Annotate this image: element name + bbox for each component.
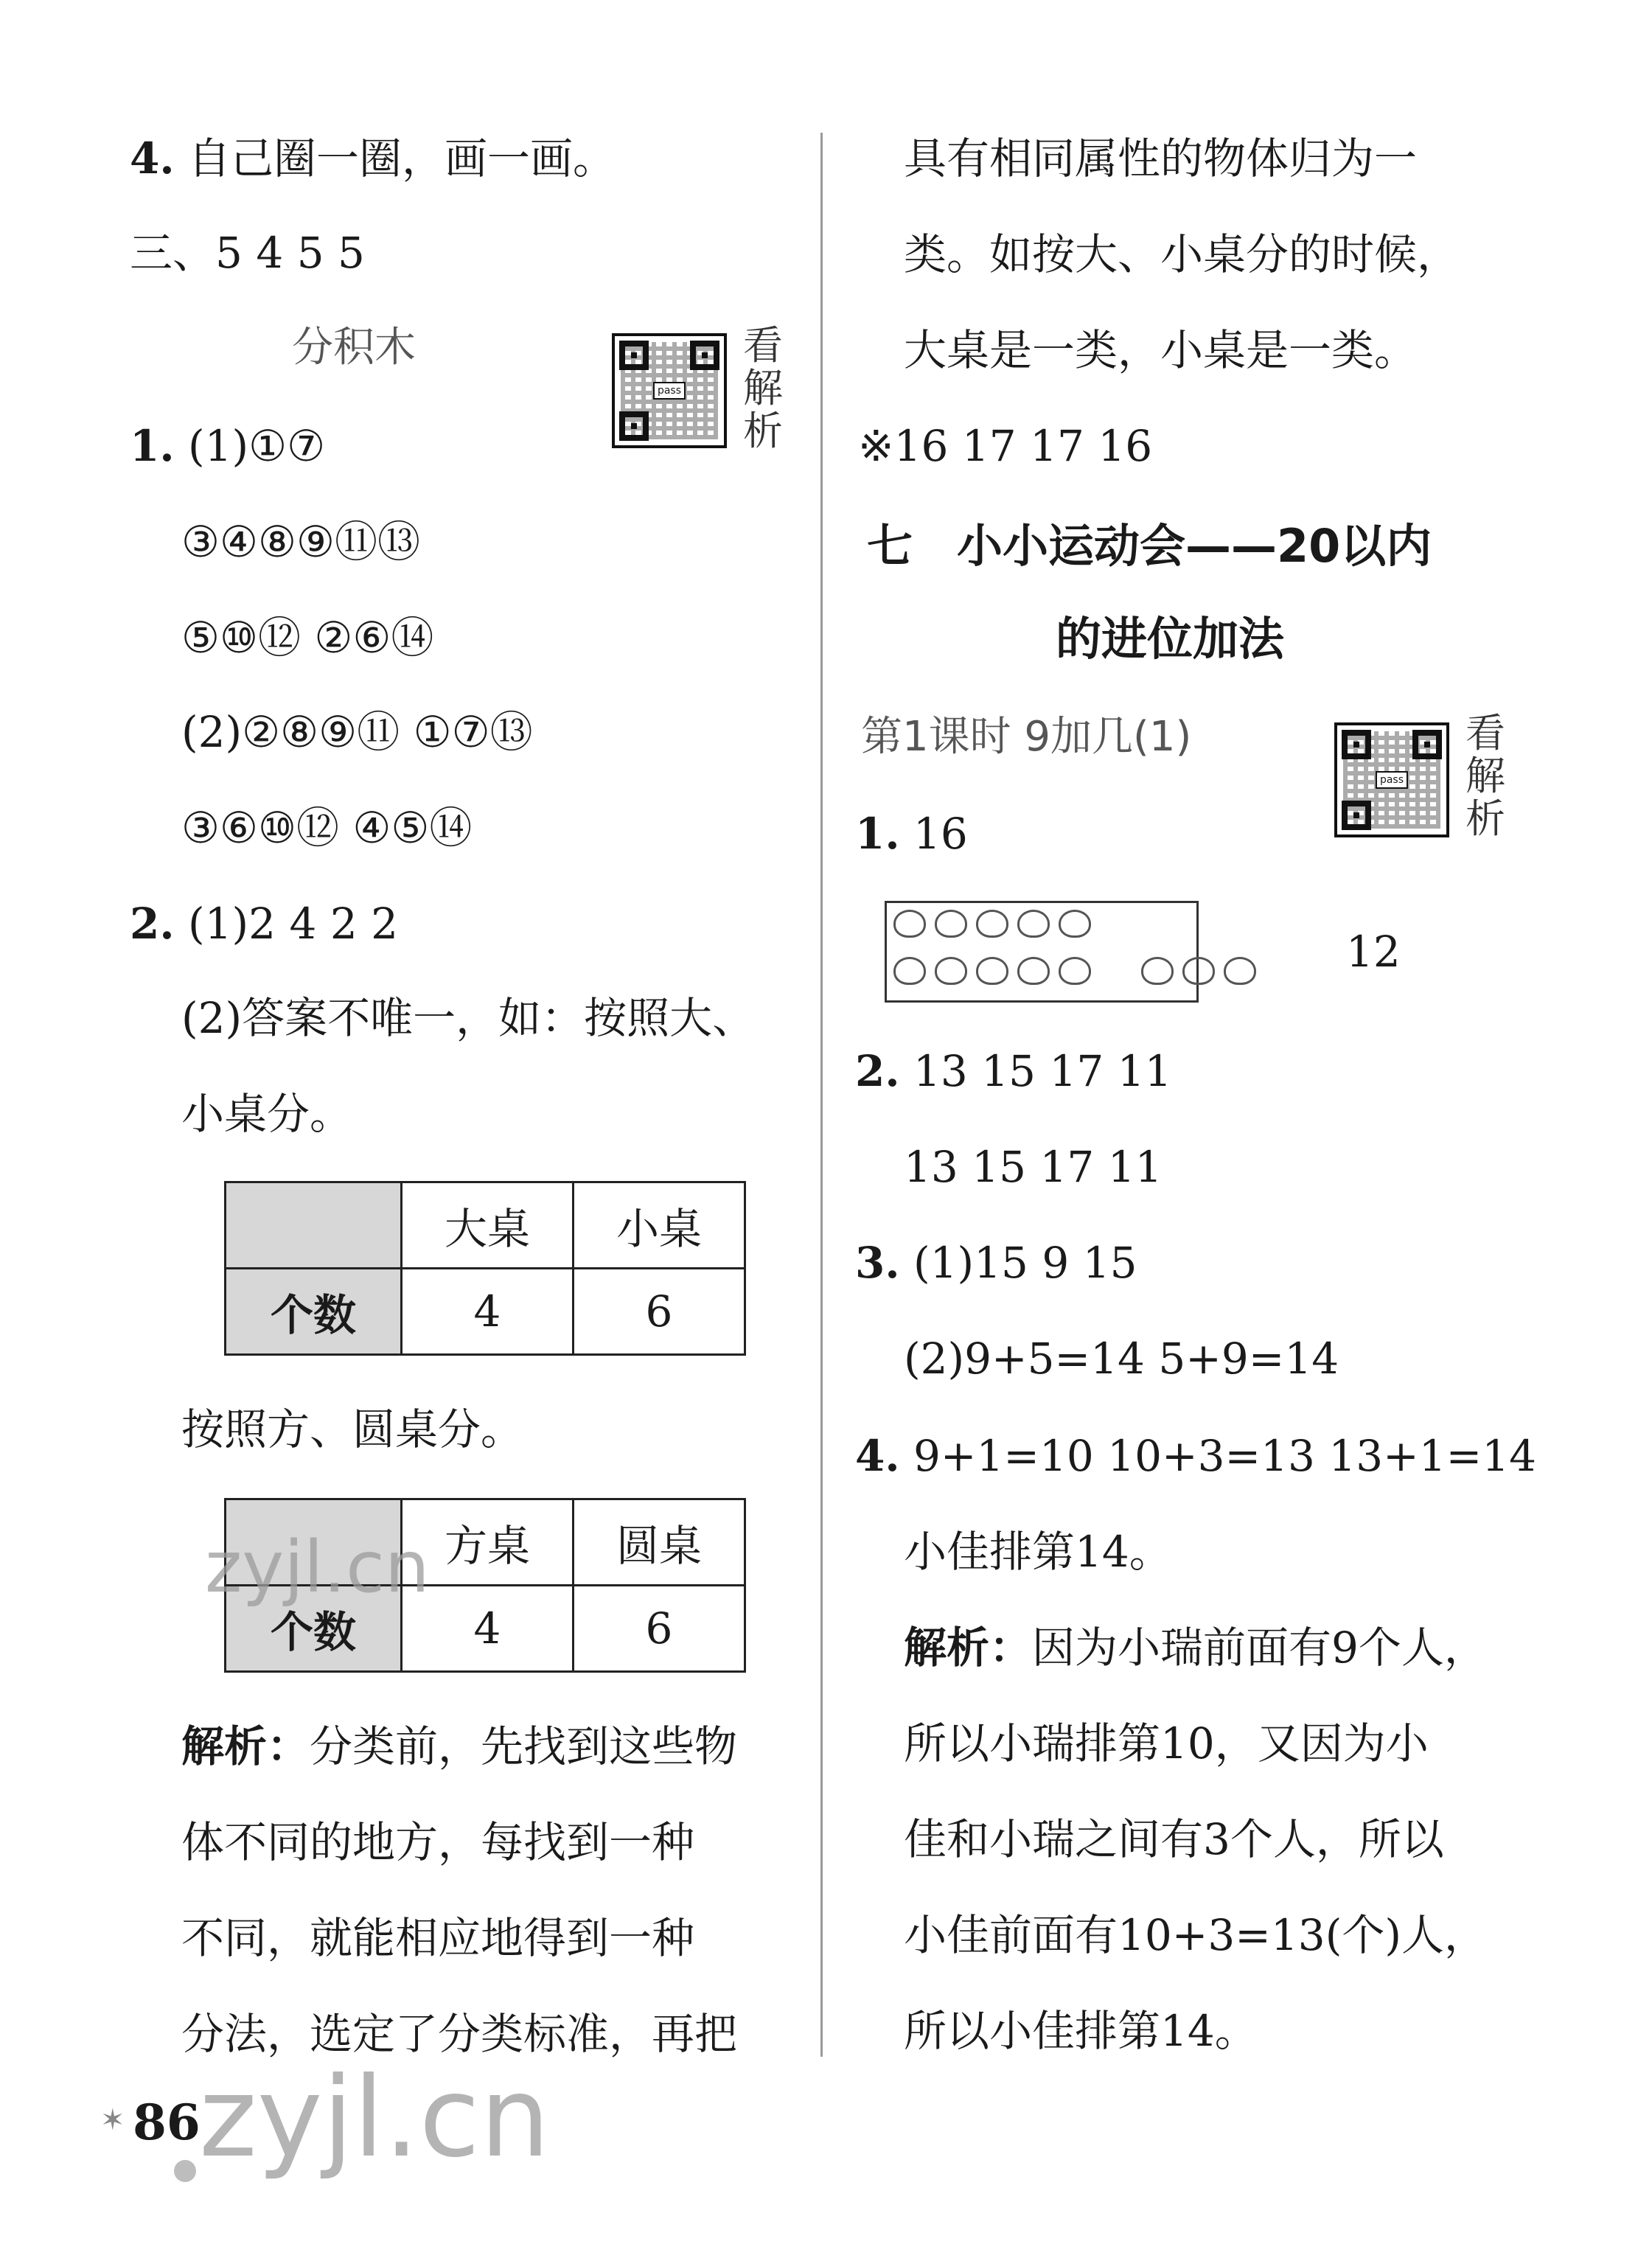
subtitle-fen-jimu: 分积木 (292, 324, 416, 372)
right-q3-text1: (1)15 9 15 (913, 1238, 1137, 1288)
peach-icon (1141, 957, 1174, 985)
lesson-title: 第1课时 9加几(1) (861, 713, 1192, 761)
right-q2-num: 2. (855, 1046, 900, 1096)
peach-icon (893, 910, 926, 938)
table-size-row-label: 个数 (226, 1269, 402, 1355)
table-size-header-big: 大桌 (402, 1182, 574, 1269)
right-cont-line3: 大桌是一类，小桌是一类。 (904, 325, 1418, 375)
right-q4-line1 (855, 1431, 1537, 1481)
column-divider (820, 133, 823, 2057)
table-shape-header-round: 圆桌 (574, 1499, 745, 1586)
left-q2-text1: (1)2 4 2 2 (188, 899, 399, 949)
right-analysis-label: 解析： (904, 1623, 1033, 1673)
peach-icon (1059, 957, 1091, 985)
table-size-corner (226, 1182, 402, 1269)
table-shape-row-label: 个数 (226, 1586, 402, 1672)
section-three-label: 三、 (130, 228, 216, 278)
right-q4-num: 4. (855, 1431, 900, 1481)
table-size-value-small: 6 (574, 1269, 745, 1355)
star-decoration-icon: ✶ (100, 2103, 125, 2137)
qr-label[interactable]: 看解析 (743, 322, 783, 454)
left-analysis-line2: 体不同的地方，每找到一种 (181, 1817, 695, 1867)
right-cont-line2: 类。如按大、小桌分的时候， (904, 229, 1460, 279)
right-q2-line2: 13 15 17 11 (904, 1142, 1163, 1192)
left-q4-num: 4. (130, 133, 175, 184)
right-analysis-line3: 佳和小瑞之间有3个人，所以 (904, 1814, 1444, 1864)
table-shape-value-square: 4 (402, 1586, 574, 1672)
section-three (130, 228, 365, 278)
left-q2-line1 (130, 899, 399, 949)
left-analysis-label: 解析： (181, 1721, 310, 1771)
peach-icon (976, 957, 1008, 985)
right-analysis-line1 (904, 1623, 1487, 1673)
left-analysis-line4: 分法，选定了分类标准，再把 (181, 2009, 738, 2059)
right-analysis-line4: 小佳前面有10+3=13(个)人， (904, 1910, 1487, 1960)
page-number: 86 (133, 2094, 201, 2151)
left-q2-line3: 小桌分。 (181, 1089, 353, 1139)
left-q4-text: 自己圈一圈，画一画。 (188, 133, 616, 184)
peach-icon (935, 910, 967, 938)
chapter-title-line2: 的进位加法 (1056, 612, 1285, 666)
watermark: zyjl.cn (205, 1526, 430, 1609)
right-analysis-line5: 所以小佳排第14。 (904, 2006, 1258, 2056)
right-q3-line2: (2)9+5=14 5+9=14 (904, 1334, 1339, 1384)
peach-icon (1017, 910, 1050, 938)
right-q1-num: 1. (855, 809, 900, 859)
qr-code-icon[interactable]: pass (612, 333, 727, 448)
peach-icon (1224, 957, 1256, 985)
chapter-title1: 小小运动会——20以内 (957, 519, 1432, 573)
left-q1-num: 1. (130, 421, 175, 471)
left-q1-line2: ③④⑧⑨⑪⑬ (181, 517, 420, 567)
chapter-num: 七 (867, 519, 913, 573)
left-q1-line4: (2)②⑧⑨⑪ ①⑦⑬ (181, 707, 533, 757)
table-shape-value-round: 6 (574, 1586, 745, 1672)
peach-icon (935, 957, 967, 985)
table-size-header-small: 小桌 (574, 1182, 745, 1269)
left-analysis-text1: 分类前，先找到这些物 (310, 1721, 738, 1771)
right-cont-line1: 具有相同属性的物体归为一 (904, 133, 1418, 184)
qr-code-icon[interactable]: pass (1334, 722, 1449, 837)
right-q4-line2: 小佳排第14。 (904, 1527, 1172, 1577)
left-q1-line3: ⑤⑩⑫ ②⑥⑭ (181, 613, 434, 663)
section-three-values: 5 4 5 5 (215, 228, 365, 278)
qr-label[interactable]: 看解析 (1465, 710, 1505, 842)
right-q3-line1 (855, 1238, 1137, 1288)
left-q4 (130, 133, 616, 184)
peach-icon (976, 910, 1008, 938)
chapter-title-line1 (867, 519, 1432, 573)
peach-icon (1059, 910, 1091, 938)
peach-icon (1182, 957, 1215, 985)
left-q1-line1 (130, 421, 326, 471)
peach-icon (893, 957, 926, 985)
right-q1-pic-answer: 12 (1346, 927, 1401, 977)
mid-text: 按照方、圆桌分。 (181, 1404, 524, 1454)
left-q1-text1: (1)①⑦ (188, 421, 326, 471)
right-analysis-line2: 所以小瑞排第10，又因为小 (904, 1718, 1429, 1769)
right-q1 (855, 809, 968, 859)
right-q2-text1: 13 15 17 11 (913, 1046, 1172, 1096)
right-q3-num: 3. (855, 1238, 900, 1288)
watermark: zyjl.cn (199, 2054, 551, 2182)
left-q2-line2: (2)答案不唯一，如：按照大、 (181, 993, 756, 1043)
left-analysis-line3: 不同，就能相应地得到一种 (181, 1913, 695, 1963)
table-shape-header-square: 方桌 (402, 1499, 574, 1586)
star-line: ※16 17 17 16 (858, 421, 1153, 471)
left-q2-num: 2. (130, 899, 175, 949)
right-q1-value: 16 (913, 809, 968, 859)
table-size-value-big: 4 (402, 1269, 574, 1355)
dot-decoration-icon (174, 2160, 196, 2182)
left-analysis-line1 (181, 1721, 738, 1771)
peach-icon (1017, 957, 1050, 985)
right-q2-line1 (855, 1046, 1172, 1096)
left-q1-line5: ③⑥⑩⑫ ④⑤⑭ (181, 803, 473, 853)
table-size (224, 1181, 746, 1356)
right-analysis-text1: 因为小瑞前面有9个人， (1032, 1623, 1487, 1673)
right-q4-text1: 9+1=10 10+3=13 13+1=14 (913, 1431, 1537, 1481)
